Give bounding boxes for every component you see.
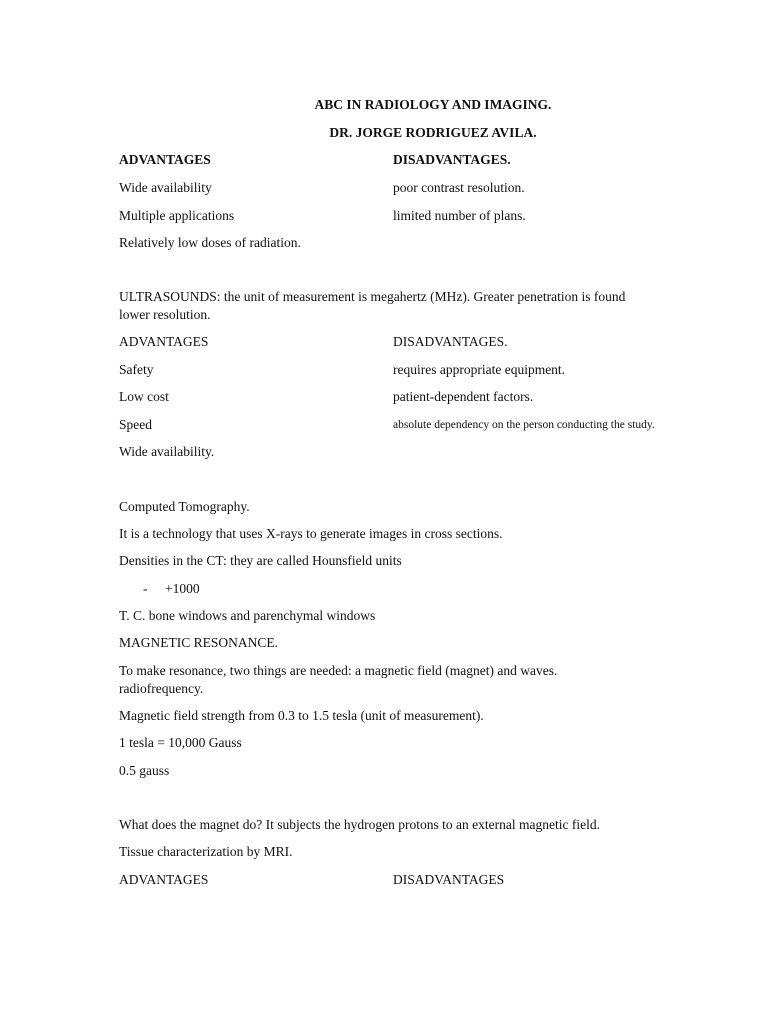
- bullet-marker: -: [143, 581, 148, 596]
- ultrasound-disadvantages-heading: DISADVANTAGES.: [393, 334, 508, 349]
- ultrasound-intro: ULTRASOUNDS: the unit of measurement is megahertz (MHz). Greater penetration is found: [119, 289, 626, 304]
- document-title: ABC IN RADIOLOGY AND IMAGING.: [314, 97, 552, 112]
- ultrasound-advantage-item: Safety: [119, 362, 154, 377]
- mri-heading: MAGNETIC RESONANCE.: [119, 635, 279, 650]
- ultrasound-advantage-item: Speed: [119, 417, 152, 432]
- xray-disadvantage-item: poor contrast resolution.: [393, 180, 525, 195]
- ct-definition: It is a technology that uses X-rays to generate images in cross sections.: [119, 526, 503, 541]
- ultrasound-advantage-item: Wide availability.: [119, 444, 215, 459]
- xray-advantage-item: Relatively low doses of radiation.: [119, 235, 301, 250]
- ct-windows: T. C. bone windows and parenchymal windows: [119, 608, 376, 623]
- ultrasound-advantages-heading: ADVANTAGES: [119, 334, 209, 349]
- xray-advantage-item: Wide availability: [119, 180, 212, 195]
- xray-disadvantages-heading: DISADVANTAGES.: [393, 152, 511, 167]
- document-author: DR. JORGE RODRIGUEZ AVILA.: [329, 125, 537, 140]
- tesla-conversion: 1 tesla = 10,000 Gauss: [119, 735, 242, 750]
- mri-resonance-requirements: To make resonance, two things are needed: a magnetic field (magnet) and waves.: [119, 663, 558, 678]
- ultrasound-disadvantage-item: requires appropriate equipment.: [393, 362, 566, 377]
- ultrasound-intro-continued: lower resolution.: [119, 307, 211, 322]
- xray-advantage-item: Multiple applications: [119, 208, 235, 223]
- mri-resonance-continued: radiofrequency.: [119, 681, 204, 696]
- mri-field-strength: Magnetic field strength from 0.3 to 1.5 tesla (unit of measurement).: [119, 708, 484, 723]
- mri-disadvantages-heading: DISADVANTAGES: [393, 872, 505, 887]
- tissue-characterization: Tissue characterization by MRI.: [119, 844, 293, 859]
- xray-advantages-heading: ADVANTAGES: [119, 152, 211, 167]
- ultrasound-advantage-item: Low cost: [119, 389, 169, 404]
- mri-advantages-heading: ADVANTAGES: [119, 872, 209, 887]
- ct-densities: Densities in the CT: they are called Hounsfield units: [119, 553, 402, 568]
- magnet-question: What does the magnet do? It subjects the hydrogen protons to an external magnetic field.: [119, 817, 600, 832]
- xray-disadvantage-item: limited number of plans.: [393, 208, 526, 223]
- ultrasound-disadvantage-item: absolute dependency on the person conducting the study.: [393, 419, 655, 431]
- gauss-value: 0.5 gauss: [119, 763, 170, 778]
- hounsfield-value: +1000: [165, 581, 200, 596]
- ultrasound-disadvantage-item: patient-dependent factors.: [393, 389, 534, 404]
- ct-heading: Computed Tomography.: [119, 499, 250, 514]
